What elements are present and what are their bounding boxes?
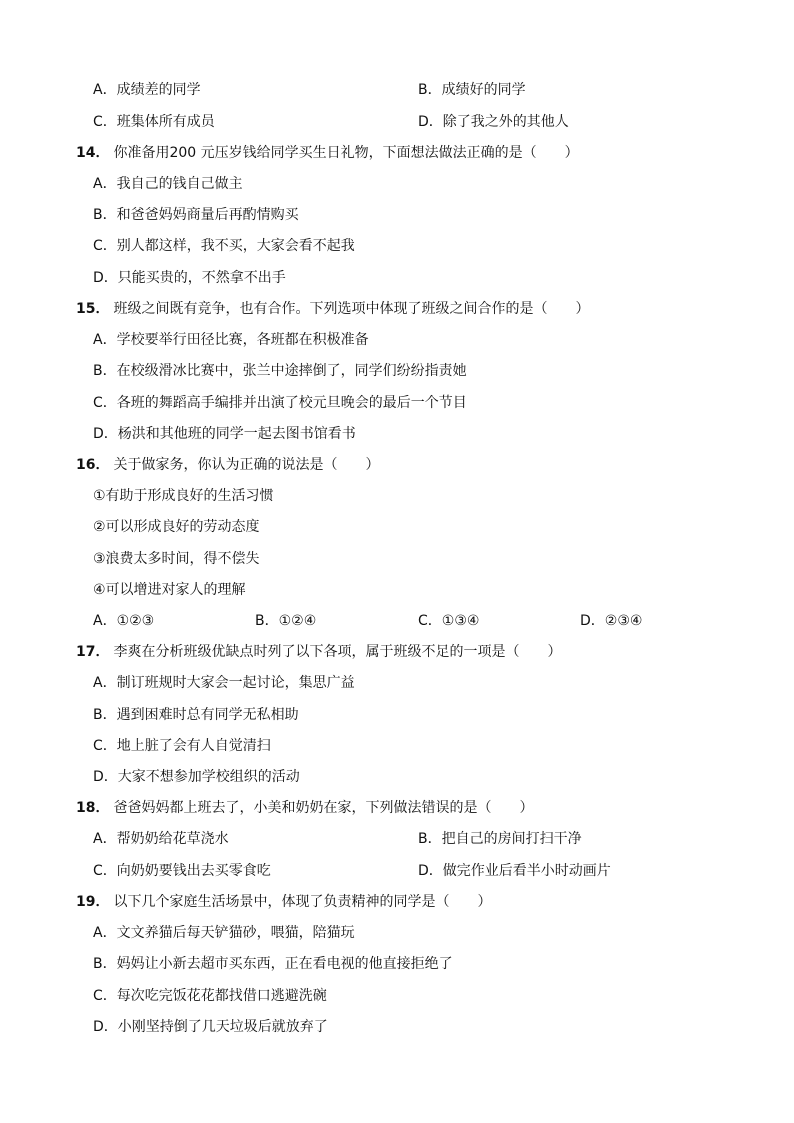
q13-option-d: D．除了我之外的其他人 (418, 114, 569, 130)
q16-number: 16． (76, 457, 110, 473)
q19-number: 19． (76, 894, 110, 910)
q16-option-a: A．①②③ (93, 613, 155, 629)
q14-option-c: C．别人都这样，我不买，大家会看不起我 (93, 238, 355, 254)
q14-stem-line (76, 138, 579, 169)
q15-option-d: D．杨洪和其他班的同学一起去图书馆看书 (93, 426, 356, 442)
q18-option-c: C．向奶奶要钱出去买零食吃 (93, 863, 271, 879)
q16-statement-3: ③浪费太多时间，得不偿失 (93, 551, 260, 567)
q16-option-b: B．①②④ (255, 613, 317, 629)
q15-number: 15． (76, 301, 110, 317)
q14-option-d: D．只能买贵的，不然拿不出手 (93, 270, 286, 286)
q16-statement-4: ④可以增进对家人的理解 (93, 582, 246, 598)
q14-option-b: B．和爸爸妈妈商量后再酌情购买 (93, 207, 299, 223)
q17-option-a: A．制订班规时大家会一起讨论，集思广益 (93, 675, 355, 691)
q18-option-d: D．做完作业后看半小时动画片 (418, 863, 611, 879)
q19-option-d: D．小刚坚持倒了几天垃圾后就放弃了 (93, 1019, 328, 1035)
q13-option-a: A．成绩差的同学 (93, 82, 201, 98)
q19-stem: 以下几个家庭生活场景中，体现了负责精神的同学是（ ） (113, 894, 492, 910)
q13-option-c: C．班集体所有成员 (93, 114, 215, 130)
q14-stem: 你准备用200 元压岁钱给同学买生日礼物，下面想法做法正确的是（ ） (113, 145, 579, 161)
q17-stem: 李爽在分析班级优缺点时列了以下各项，属于班级不足的一项是（ ） (113, 644, 562, 660)
q14-number: 14． (76, 145, 110, 161)
q18-stem: 爸爸妈妈都上班去了，小美和奶奶在家，下列做法错误的是（ ） (113, 800, 534, 816)
q18-stem-line (76, 793, 533, 824)
q15-option-a: A．学校要举行田径比赛，各班都在积极准备 (93, 332, 369, 348)
q13-option-b: B．成绩好的同学 (418, 82, 526, 98)
q14-option-a: A．我自己的钱自己做主 (93, 176, 243, 192)
q16-option-d: D．②③④ (580, 613, 643, 629)
q15-stem: 班级之间既有竞争，也有合作。下列选项中体现了班级之间合作的是（ ） (113, 301, 590, 317)
q19-option-b: B．妈妈让小新去超市买东西，正在看电视的他直接拒绝了 (93, 956, 453, 972)
q15-option-b: B．在校级滑冰比赛中，张兰中途摔倒了，同学们纷纷指责她 (93, 363, 467, 379)
q19-option-c: C．每次吃完饭花花都找借口逃避洗碗 (93, 988, 327, 1004)
q17-option-d: D．大家不想参加学校组织的活动 (93, 769, 300, 785)
q19-option-a: A．文文养猫后每天铲猫砂，喂猫，陪猫玩 (93, 925, 355, 941)
q16-option-c: C．①③④ (418, 613, 480, 629)
q15-option-c: C．各班的舞蹈高手编排并出演了校元旦晚会的最后一个节目 (93, 395, 467, 411)
q17-option-c: C．地上脏了会有人自觉清扫 (93, 738, 271, 754)
q19-stem-line (76, 887, 491, 918)
q17-option-b: B．遇到困难时总有同学无私相助 (93, 707, 299, 723)
q16-stem-line (76, 450, 379, 481)
q18-option-a: A．帮奶奶给花草浇水 (93, 831, 229, 847)
q15-stem-line (76, 294, 589, 325)
q17-number: 17． (76, 644, 110, 660)
q18-option-b: B．把自己的房间打扫干净 (418, 831, 582, 847)
q16-statement-2: ②可以形成良好的劳动态度 (93, 519, 260, 535)
q16-statement-1: ①有助于形成良好的生活习惯 (93, 488, 274, 504)
q16-stem: 关于做家务，你认为正确的说法是（ ） (113, 457, 380, 473)
q17-stem-line (76, 637, 561, 668)
q18-number: 18． (76, 800, 110, 816)
